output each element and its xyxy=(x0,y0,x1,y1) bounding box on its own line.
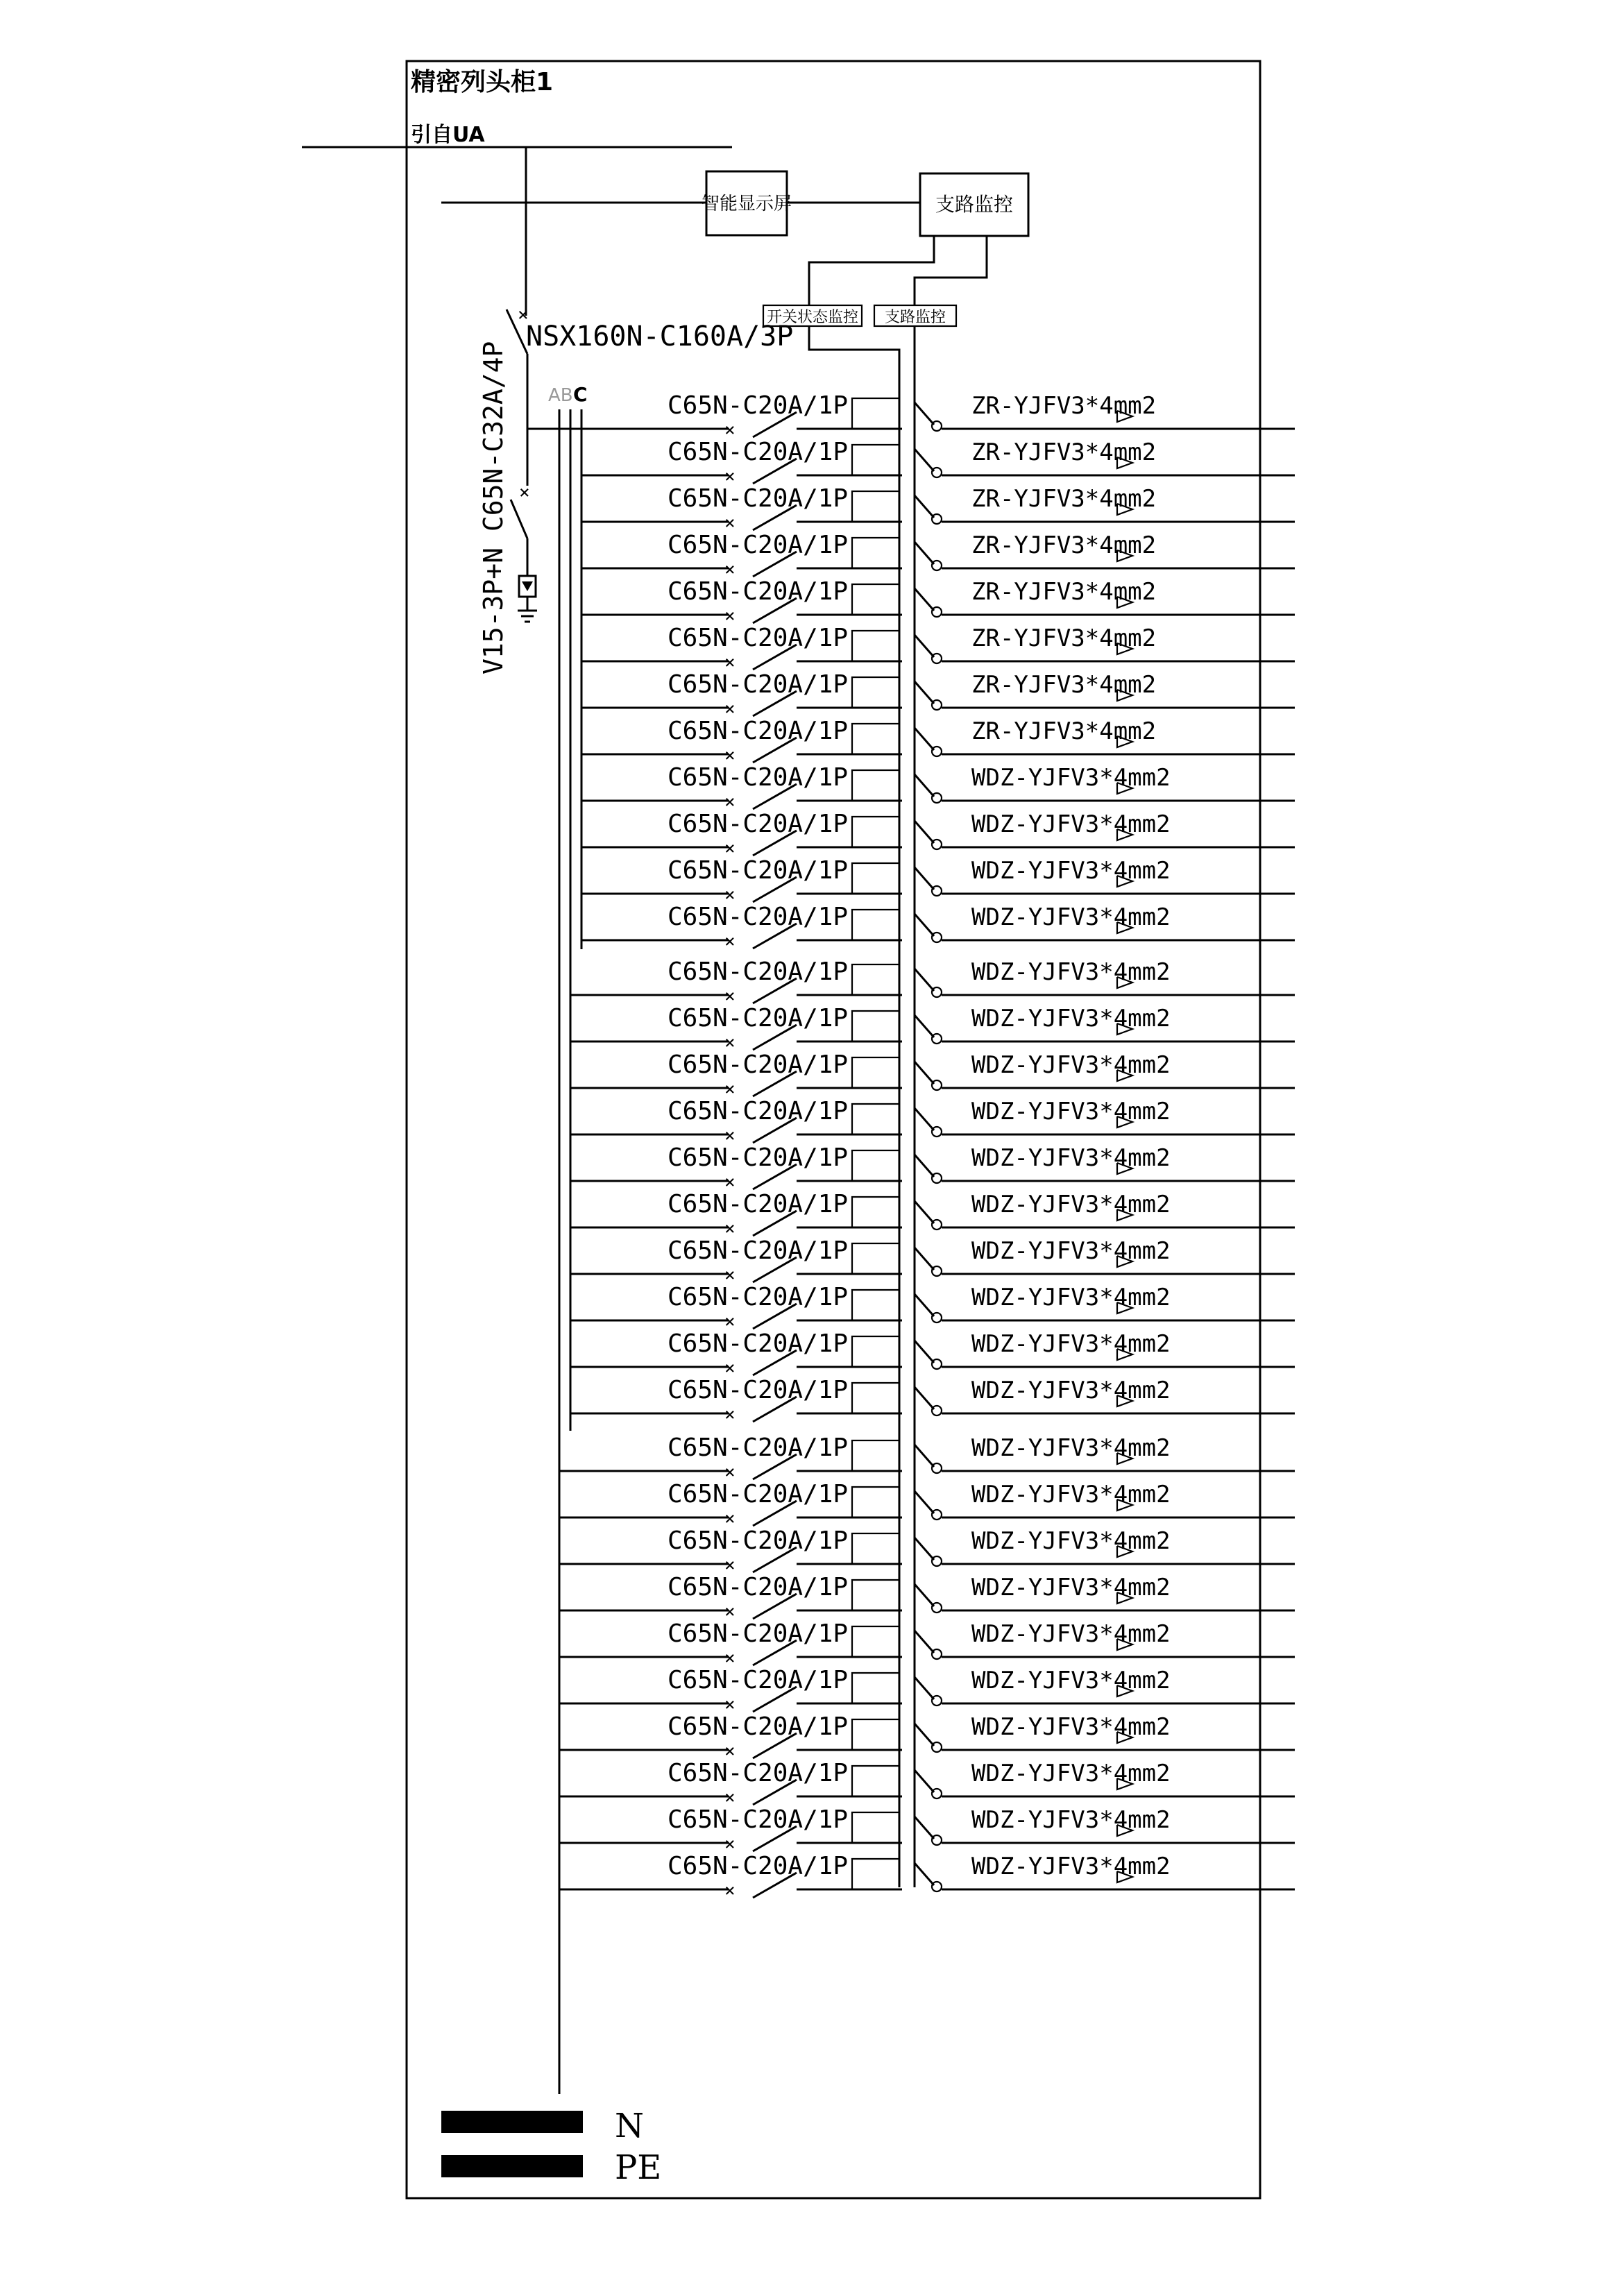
circuit-cable-label: ZR-YJFV3*4mm2 xyxy=(971,671,1157,699)
circuit-cable-label: WDZ-YJFV3*4mm2 xyxy=(971,1237,1171,1265)
circuit-row xyxy=(581,670,1295,720)
main-breaker-label: NSX160N-C160A/3P xyxy=(526,321,794,352)
circuit-row xyxy=(570,1329,1295,1379)
circuit-output-contact xyxy=(932,886,942,896)
circuit-breaker-label: C65N-C20A/1P xyxy=(668,1712,849,1741)
circuit-output-switch xyxy=(915,1201,934,1223)
circuit-cable-label: WDZ-YJFV3*4mm2 xyxy=(971,1527,1171,1555)
circuit-cable-label: WDZ-YJFV3*4mm2 xyxy=(971,1853,1171,1880)
circuit-breaker-mark: × xyxy=(724,466,736,487)
circuit-output-contact xyxy=(932,607,942,617)
circuit-breaker-mark: × xyxy=(724,1601,736,1622)
circuit-ct-bracket xyxy=(852,1243,899,1274)
circuit-output-switch xyxy=(915,1677,934,1699)
circuit-output-contact xyxy=(932,1789,942,1798)
circuit-output-switch xyxy=(915,542,934,564)
circuit-row xyxy=(581,438,1295,487)
circuit-breaker-label: C65N-C20A/1P xyxy=(668,1852,849,1880)
circuit-output-contact xyxy=(932,1080,942,1090)
circuit-output-contact xyxy=(932,1173,942,1183)
circuit-cable-label: ZR-YJFV3*4mm2 xyxy=(971,624,1157,652)
circuit-cable-label: WDZ-YJFV3*4mm2 xyxy=(971,764,1171,792)
circuit-breaker-mark: × xyxy=(724,1508,736,1529)
circuit-output-switch xyxy=(915,1863,934,1885)
circuit-output-switch xyxy=(915,821,934,843)
circuit-output-contact xyxy=(932,1313,942,1323)
circuit-cable-label: ZR-YJFV3*4mm2 xyxy=(971,439,1157,466)
circuit-breaker-label: C65N-C20A/1P xyxy=(668,958,849,986)
spd-breaker-blade xyxy=(511,500,527,538)
circuit-row xyxy=(570,958,1295,1007)
circuit-output-contact xyxy=(932,987,942,997)
circuit-row xyxy=(559,1759,1295,1808)
circuit-row xyxy=(559,1619,1295,1669)
circuit-cable-label: WDZ-YJFV3*4mm2 xyxy=(971,1377,1171,1404)
circuit-row xyxy=(581,577,1295,627)
circuit-breaker-label: C65N-C20A/1P xyxy=(668,1376,849,1404)
circuit-ct-bracket xyxy=(852,1383,899,1413)
circuit-output-switch xyxy=(915,1015,934,1037)
circuit-row xyxy=(581,810,1295,859)
circuit-breaker-mark: × xyxy=(724,420,736,441)
circuit-cable-label: WDZ-YJFV3*4mm2 xyxy=(971,958,1171,986)
circuit-output-switch xyxy=(915,1294,934,1316)
circuit-output-switch xyxy=(915,1248,934,1270)
circuit-breaker-mark: × xyxy=(724,1218,736,1239)
circuit-row xyxy=(581,763,1295,813)
circuit-breaker-mark: × xyxy=(724,1079,736,1100)
circuit-output-switch xyxy=(915,1724,934,1746)
circuit-breaker-label: C65N-C20A/1P xyxy=(668,1527,849,1555)
circuit-breaker-mark: × xyxy=(724,931,736,952)
circuit-row xyxy=(559,1805,1295,1855)
circuit-output-switch xyxy=(915,1538,934,1560)
circuit-ct-bracket xyxy=(852,398,899,429)
circuit-ct-bracket xyxy=(852,1440,899,1471)
monitor-wire-2 xyxy=(915,236,987,305)
circuit-output-switch xyxy=(915,1341,934,1363)
circuit-breaker-mark: × xyxy=(724,652,736,673)
circuit-breaker-label: C65N-C20A/1P xyxy=(668,438,849,466)
circuit-output-contact xyxy=(932,1835,942,1845)
circuit-breaker-label: C65N-C20A/1P xyxy=(668,1619,849,1648)
circuit-output-contact xyxy=(932,1406,942,1415)
circuit-cable-label: WDZ-YJFV3*4mm2 xyxy=(971,857,1171,885)
circuit-output-contact xyxy=(932,747,942,756)
circuit-breaker-label: C65N-C20A/1P xyxy=(668,1480,849,1508)
circuit-output-switch xyxy=(915,1445,934,1467)
circuit-output-switch xyxy=(915,969,934,991)
circuit-output-contact xyxy=(932,561,942,570)
cabinet-title: 精密列头柜1 xyxy=(411,68,554,96)
circuit-ct-bracket xyxy=(852,1673,899,1703)
circuit-breaker-label: C65N-C20A/1P xyxy=(668,1666,849,1694)
circuit-breaker-mark: × xyxy=(724,1694,736,1715)
circuit-breaker-label: C65N-C20A/1P xyxy=(668,577,849,606)
circuit-ct-bracket xyxy=(852,817,899,847)
circuit-breaker-mark: × xyxy=(724,1834,736,1855)
circuit-output-switch xyxy=(915,1817,934,1839)
circuit-cable-label: ZR-YJFV3*4mm2 xyxy=(971,532,1157,559)
circuit-cable-label: WDZ-YJFV3*4mm2 xyxy=(971,1760,1171,1787)
circuit-breaker-mark: × xyxy=(724,1404,736,1425)
branch-monitor-box-label: 支路监控 xyxy=(935,193,1014,216)
circuit-output-contact xyxy=(932,1882,942,1891)
circuit-breaker-label: C65N-C20A/1P xyxy=(668,856,849,885)
circuit-ct-bracket xyxy=(852,538,899,568)
circuit-breaker-label: C65N-C20A/1P xyxy=(668,763,849,792)
circuit-output-contact xyxy=(932,933,942,942)
circuit-breaker-mark: × xyxy=(724,1880,736,1901)
circuit-ct-bracket xyxy=(852,1533,899,1564)
legend-n-bar xyxy=(441,2111,583,2133)
circuit-cable-label: WDZ-YJFV3*4mm2 xyxy=(971,1330,1171,1358)
circuit-breaker-mark: × xyxy=(724,1311,736,1332)
circuit-cable-label: ZR-YJFV3*4mm2 xyxy=(971,717,1157,745)
circuit-output-switch xyxy=(915,867,934,890)
circuit-cable-label: ZR-YJFV3*4mm2 xyxy=(971,485,1157,513)
circuit-output-switch xyxy=(915,635,934,657)
circuit-output-contact xyxy=(932,514,942,524)
circuit-output-switch xyxy=(915,1770,934,1792)
circuit-breaker-label: C65N-C20A/1P xyxy=(668,670,849,699)
circuit-ct-bracket xyxy=(852,1487,899,1517)
circuit-row xyxy=(570,1143,1295,1193)
circuit-ct-bracket xyxy=(852,724,899,754)
branch-circuits xyxy=(559,391,1295,1901)
circuit-breaker-label: C65N-C20A/1P xyxy=(668,717,849,745)
circuit-row xyxy=(559,1712,1295,1762)
circuit-breaker-mark: × xyxy=(724,1125,736,1146)
circuit-ct-bracket xyxy=(852,1290,899,1320)
circuit-output-switch xyxy=(915,1062,934,1084)
circuit-ct-bracket xyxy=(852,1719,899,1750)
circuit-breaker-mark: × xyxy=(724,1172,736,1193)
circuit-row xyxy=(570,1283,1295,1332)
circuit-row xyxy=(559,1434,1295,1483)
circuit-row xyxy=(570,1190,1295,1239)
branch-monitor-tag: 支路监控 xyxy=(884,309,946,326)
circuit-output-switch xyxy=(915,1631,934,1653)
circuit-breaker-label: C65N-C20A/1P xyxy=(668,1004,849,1032)
circuit-row xyxy=(581,903,1295,952)
circuit-ct-bracket xyxy=(852,1150,899,1181)
circuit-row xyxy=(581,624,1295,673)
circuit-breaker-label: C65N-C20A/1P xyxy=(668,1573,849,1601)
circuit-ct-bracket xyxy=(852,770,899,801)
legend-pe-label: PE xyxy=(615,2148,662,2187)
circuit-output-switch xyxy=(915,914,934,936)
circuit-ct-bracket xyxy=(852,1859,899,1889)
circuit-row xyxy=(559,1527,1295,1576)
circuit-breaker-mark: × xyxy=(724,1358,736,1379)
circuit-output-switch xyxy=(915,588,934,611)
circuit-ct-bracket xyxy=(852,910,899,940)
spd-breaker-mark: × xyxy=(519,482,530,503)
legend-n-label: N xyxy=(615,2107,644,2145)
circuit-output-contact xyxy=(932,1649,942,1659)
circuit-output-contact xyxy=(932,1034,942,1044)
circuit-breaker-mark: × xyxy=(724,559,736,580)
circuit-output-switch xyxy=(915,774,934,797)
circuit-breaker-label: C65N-C20A/1P xyxy=(668,1051,849,1079)
circuit-breaker-mark: × xyxy=(724,513,736,534)
circuit-output-contact xyxy=(932,1127,942,1137)
circuit-breaker-label: C65N-C20A/1P xyxy=(668,624,849,652)
bus-label-c: C xyxy=(573,383,588,406)
circuit-row xyxy=(581,531,1295,580)
circuit-output-contact xyxy=(932,1696,942,1706)
bus-label-ab: AB xyxy=(548,385,573,406)
circuit-row xyxy=(559,1480,1295,1529)
circuit-row xyxy=(570,1097,1295,1146)
display-box-label: 智能显示屏 xyxy=(701,194,792,214)
circuit-cable-label: WDZ-YJFV3*4mm2 xyxy=(971,1574,1171,1601)
circuit-breaker-label: C65N-C20A/1P xyxy=(668,1759,849,1787)
circuit-ct-bracket xyxy=(852,1011,899,1041)
circuit-output-contact xyxy=(932,1266,942,1276)
circuit-breaker-label: C65N-C20A/1P xyxy=(668,391,849,420)
circuit-row xyxy=(570,1004,1295,1053)
main-breaker-mark: × xyxy=(518,305,529,325)
circuit-output-contact xyxy=(932,1742,942,1752)
circuit-breaker-mark: × xyxy=(724,699,736,720)
circuit-ct-bracket xyxy=(852,1104,899,1134)
circuit-breaker-label: C65N-C20A/1P xyxy=(668,1434,849,1462)
circuit-row xyxy=(570,1236,1295,1286)
circuit-output-switch xyxy=(915,681,934,704)
circuit-output-switch xyxy=(915,728,934,750)
circuit-breaker-mark: × xyxy=(724,885,736,905)
circuit-breaker-mark: × xyxy=(724,1462,736,1483)
circuit-cable-label: WDZ-YJFV3*4mm2 xyxy=(971,1620,1171,1648)
circuit-output-contact xyxy=(932,840,942,849)
circuit-ct-bracket xyxy=(852,631,899,661)
circuit-breaker-label: C65N-C20A/1P xyxy=(668,1097,849,1125)
circuit-ct-bracket xyxy=(852,677,899,708)
circuit-output-contact xyxy=(932,654,942,663)
spd-arrow xyxy=(522,581,533,591)
circuit-cable-label: ZR-YJFV3*4mm2 xyxy=(971,392,1157,420)
circuit-breaker-mark: × xyxy=(724,606,736,627)
circuit-output-switch xyxy=(915,1108,934,1130)
circuit-row xyxy=(581,391,1295,441)
circuit-ct-bracket xyxy=(852,1812,899,1843)
circuit-cable-label: WDZ-YJFV3*4mm2 xyxy=(971,1144,1171,1172)
circuit-cable-label: WDZ-YJFV3*4mm2 xyxy=(971,810,1171,838)
circuit-row xyxy=(570,1051,1295,1100)
circuit-breaker-label: C65N-C20A/1P xyxy=(668,1236,849,1265)
circuit-output-contact xyxy=(932,1359,942,1369)
circuit-cable-label: WDZ-YJFV3*4mm2 xyxy=(971,1713,1171,1741)
circuit-breaker-mark: × xyxy=(724,792,736,813)
circuit-output-switch xyxy=(915,1155,934,1177)
circuit-breaker-mark: × xyxy=(724,1265,736,1286)
circuit-output-contact xyxy=(932,1510,942,1520)
circuit-breaker-label: C65N-C20A/1P xyxy=(668,1143,849,1172)
circuit-output-switch xyxy=(915,402,934,425)
circuit-cable-label: WDZ-YJFV3*4mm2 xyxy=(971,1284,1171,1311)
circuit-output-switch xyxy=(915,495,934,518)
circuit-breaker-mark: × xyxy=(724,1555,736,1576)
circuit-row xyxy=(559,1666,1295,1715)
circuit-ct-bracket xyxy=(852,445,899,475)
circuit-breaker-label: C65N-C20A/1P xyxy=(668,1805,849,1834)
circuit-output-contact xyxy=(932,793,942,803)
circuit-ct-bracket xyxy=(852,1626,899,1657)
circuit-row xyxy=(581,717,1295,766)
circuit-output-contact xyxy=(932,421,942,431)
circuit-output-switch xyxy=(915,1491,934,1513)
circuit-cable-label: WDZ-YJFV3*4mm2 xyxy=(971,1806,1171,1834)
circuit-ct-bracket xyxy=(852,491,899,522)
circuit-breaker-mark: × xyxy=(724,1032,736,1053)
circuit-cable-label: WDZ-YJFV3*4mm2 xyxy=(971,1434,1171,1462)
circuit-cable-label: WDZ-YJFV3*4mm2 xyxy=(971,1667,1171,1694)
circuit-output-switch xyxy=(915,1584,934,1606)
circuit-output-contact xyxy=(932,700,942,710)
circuit-row xyxy=(581,856,1295,905)
circuit-breaker-mark: × xyxy=(724,1741,736,1762)
circuit-output-contact xyxy=(932,1463,942,1473)
circuit-ct-bracket xyxy=(852,1766,899,1796)
circuit-breaker-mark: × xyxy=(724,838,736,859)
circuit-breaker-label: C65N-C20A/1P xyxy=(668,1190,849,1218)
circuit-row xyxy=(570,1376,1295,1425)
circuit-ct-bracket xyxy=(852,584,899,615)
circuit-cable-label: WDZ-YJFV3*4mm2 xyxy=(971,1051,1171,1079)
circuit-cable-label: WDZ-YJFV3*4mm2 xyxy=(971,903,1171,931)
circuit-breaker-mark: × xyxy=(724,745,736,766)
circuit-output-switch xyxy=(915,1387,934,1409)
circuit-output-contact xyxy=(932,1556,942,1566)
circuit-breaker-mark: × xyxy=(724,1648,736,1669)
circuit-ct-bracket xyxy=(852,1197,899,1227)
circuit-breaker-label: C65N-C20A/1P xyxy=(668,903,849,931)
circuit-output-switch xyxy=(915,449,934,471)
circuit-ct-bracket xyxy=(852,1580,899,1610)
circuit-cable-label: WDZ-YJFV3*4mm2 xyxy=(971,1098,1171,1125)
circuit-cable-label: WDZ-YJFV3*4mm2 xyxy=(971,1191,1171,1218)
circuit-ct-bracket xyxy=(852,863,899,894)
circuit-ct-bracket xyxy=(852,964,899,995)
circuit-output-contact xyxy=(932,1603,942,1613)
circuit-ct-bracket xyxy=(852,1057,899,1088)
circuit-cable-label: WDZ-YJFV3*4mm2 xyxy=(971,1005,1171,1032)
circuit-row xyxy=(559,1852,1295,1901)
circuit-cable-label: WDZ-YJFV3*4mm2 xyxy=(971,1481,1171,1508)
legend-pe-bar xyxy=(441,2155,583,2177)
switch-status-tag: 开关状态监控 xyxy=(766,309,859,326)
spd-label: V15-3P+N C65N-C32A/4P xyxy=(478,341,509,674)
circuit-output-contact xyxy=(932,1220,942,1230)
circuit-ct-bracket xyxy=(852,1336,899,1367)
circuit-cable-label: ZR-YJFV3*4mm2 xyxy=(971,578,1157,606)
circuit-breaker-label: C65N-C20A/1P xyxy=(668,1329,849,1358)
circuit-output-contact xyxy=(932,468,942,477)
circuit-breaker-label: C65N-C20A/1P xyxy=(668,1283,849,1311)
circuit-breaker-label: C65N-C20A/1P xyxy=(668,531,849,559)
circuit-breaker-mark: × xyxy=(724,1787,736,1808)
circuit-row xyxy=(559,1573,1295,1622)
source-label: 引自UA xyxy=(411,123,485,147)
circuit-row xyxy=(581,484,1295,534)
circuit-breaker-label: C65N-C20A/1P xyxy=(668,484,849,513)
circuit-breaker-label: C65N-C20A/1P xyxy=(668,810,849,838)
circuit-breaker-mark: × xyxy=(724,986,736,1007)
